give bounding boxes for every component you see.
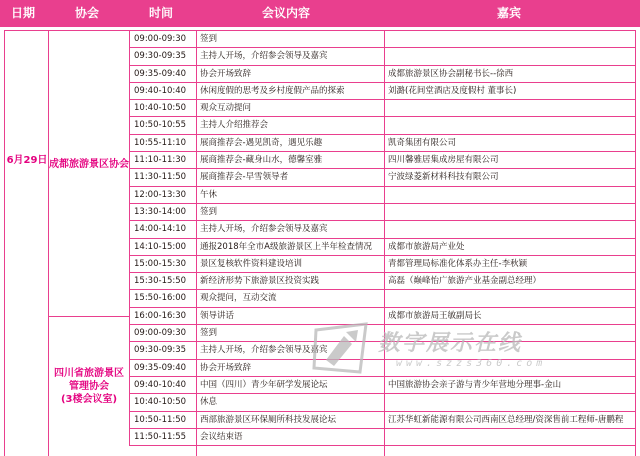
association-name-2-line-2: 管理协会 — [69, 381, 109, 392]
table-row — [130, 66, 635, 83]
table-row — [130, 239, 635, 256]
topic-cell: 主持人开场，介绍参会领导及嘉宾 — [200, 51, 328, 62]
table-row — [130, 31, 635, 48]
watermark-url: www.szzs360.com — [396, 358, 547, 369]
time-cell: 10:50-11:50 — [134, 414, 187, 425]
column-divider — [196, 31, 197, 456]
table-row — [130, 377, 635, 394]
table-row — [130, 273, 635, 290]
guest-cell: 凯奇集团有限公司 — [388, 137, 457, 148]
time-cell: 12:00-13:30 — [134, 189, 187, 200]
association-cell-1 — [49, 31, 129, 317]
table-row — [130, 169, 635, 186]
time-cell: 09:35-09:40 — [134, 68, 187, 79]
topic-cell: 通报2018年全市A级旅游景区上半年检查情况 — [200, 241, 372, 252]
topic-cell: 签到 — [200, 206, 218, 217]
time-cell: 11:50-11:55 — [134, 431, 187, 442]
guest-cell: 成都旅游景区协会副秘书长--徐西 — [388, 68, 514, 79]
table-header — [0, 0, 640, 27]
table-row — [130, 204, 635, 221]
table-row — [130, 152, 635, 169]
table-row — [130, 187, 635, 204]
guest-cell: 成都市旅游局王敏副局长 — [388, 310, 482, 321]
topic-cell: 协会开场致辞 — [200, 68, 252, 79]
time-cell: 10:50-10:55 — [134, 120, 187, 131]
association-name-2-line-1: 四川省旅游景区 — [54, 368, 124, 379]
time-cell: 10:55-11:10 — [134, 137, 187, 148]
date-column — [5, 31, 49, 456]
association-name-1: 成都旅游景区协会 — [49, 159, 129, 170]
topic-cell: 领导讲话 — [200, 310, 235, 321]
time-cell: 14:00-14:10 — [134, 224, 187, 235]
time-cell: 16:00-16:30 — [134, 310, 187, 321]
guest-cell: 四川馨雅居集成房屋有限公司 — [388, 155, 499, 166]
table-row — [130, 256, 635, 273]
topic-cell: 主持人开场，介绍参会领导及嘉宾 — [200, 345, 328, 356]
time-cell: 13:30-14:00 — [134, 206, 187, 217]
topic-cell: 西部旅游景区环保厕所科技发展论坛 — [200, 414, 337, 425]
table-row — [130, 135, 635, 152]
table-row — [130, 83, 635, 100]
topic-cell: 景区复核软件资料建设培训 — [200, 258, 303, 269]
header-time: 时间 — [148, 6, 173, 20]
guest-cell: 成都市旅游局产业处 — [388, 241, 465, 252]
table-row — [130, 48, 635, 65]
time-cell: 10:40-10:50 — [134, 397, 187, 408]
column-divider — [384, 31, 385, 456]
table-row — [130, 290, 635, 307]
topic-cell: 展商推荐会-藏身山水，德馨室雅 — [200, 155, 323, 166]
topic-cell: 签到 — [200, 328, 218, 339]
guest-cell: 宁波绿菱新材料科技有限公司 — [388, 172, 499, 183]
topic-cell: 中国（四川）青少年研学发展论坛 — [200, 379, 328, 390]
schedule-grid — [129, 31, 635, 446]
time-cell: 11:30-11:50 — [134, 172, 187, 183]
time-cell: 09:40-10:40 — [134, 85, 187, 96]
guest-cell: 中国旅游协会亲子游与青少年营地分理事-金山 — [388, 379, 562, 390]
topic-cell: 新经济形势下旅游景区投资实践 — [200, 276, 320, 287]
header-association: 协会 — [74, 6, 99, 20]
watermark — [312, 318, 638, 378]
header-date: 日期 — [10, 6, 35, 20]
association-name-2 — [49, 367, 129, 406]
time-cell: 15:30-15:50 — [134, 276, 187, 287]
association-cell-2 — [49, 317, 129, 456]
watermark-text: 数字展示在线 — [378, 331, 523, 356]
topic-cell: 休闲度假的思考及乡村度假产品的探索 — [200, 85, 345, 96]
table-row — [130, 117, 635, 134]
topic-cell: 主持人开场，介绍参会领导及嘉宾 — [200, 224, 328, 235]
time-cell: 10:40-10:50 — [134, 103, 187, 114]
topic-cell: 主持人介绍推荐会 — [200, 120, 269, 131]
time-cell: 09:00-09:30 — [134, 34, 187, 44]
time-cell: 09:00-09:30 — [134, 328, 187, 339]
table-row — [130, 429, 635, 446]
time-cell: 14:10-15:00 — [134, 241, 187, 252]
topic-cell: 签到 — [200, 34, 218, 44]
guest-cell: 青都管理局标准化体系办主任-李秋颖 — [388, 258, 528, 269]
topic-cell: 观众提问，互动交流 — [200, 293, 277, 304]
association-column — [49, 31, 129, 456]
topic-cell: 会议结束语 — [200, 431, 243, 442]
time-cell: 09:30-09:35 — [134, 345, 187, 356]
header-content: 会议内容 — [261, 6, 310, 20]
topic-cell: 协会开场致辞 — [200, 362, 252, 373]
topic-cell: 休息 — [200, 397, 218, 408]
date-label: 6月29日 — [6, 155, 48, 166]
association-name-2-line-3: (3楼会议室) — [60, 394, 118, 405]
topic-cell: 午休 — [200, 189, 218, 200]
table-row — [130, 100, 635, 117]
logo-mark-icon — [312, 320, 370, 376]
time-cell: 09:40-10:40 — [134, 379, 187, 390]
topic-cell: 观众互动提问 — [200, 103, 252, 114]
schedule-table — [4, 30, 636, 456]
time-cell: 09:30-09:35 — [134, 51, 187, 62]
time-cell: 11:10-11:30 — [134, 155, 187, 166]
guest-cell: 江苏华虹新能源有限公司西南区总经理/资深售前工程师-唐鹏程 — [388, 414, 624, 425]
topic-cell: 展商推荐会-遇见凯奇，遇见乐趣 — [200, 137, 323, 148]
table-row — [130, 221, 635, 238]
table-row — [130, 394, 635, 411]
header-guest: 嘉宾 — [496, 6, 521, 20]
guest-cell: 刘潞(花间堂酒店及度假村 董事长) — [388, 85, 517, 96]
time-cell: 09:35-09:40 — [134, 362, 187, 373]
table-row — [130, 412, 635, 429]
topic-cell: 展商推荐会-早雪领导者 — [200, 172, 289, 183]
time-cell: 15:50-16:00 — [134, 293, 187, 304]
time-cell: 15:00-15:30 — [134, 258, 187, 269]
guest-cell: 高磊（巅峰怡广旅游产业基金副总经理） — [388, 276, 542, 287]
